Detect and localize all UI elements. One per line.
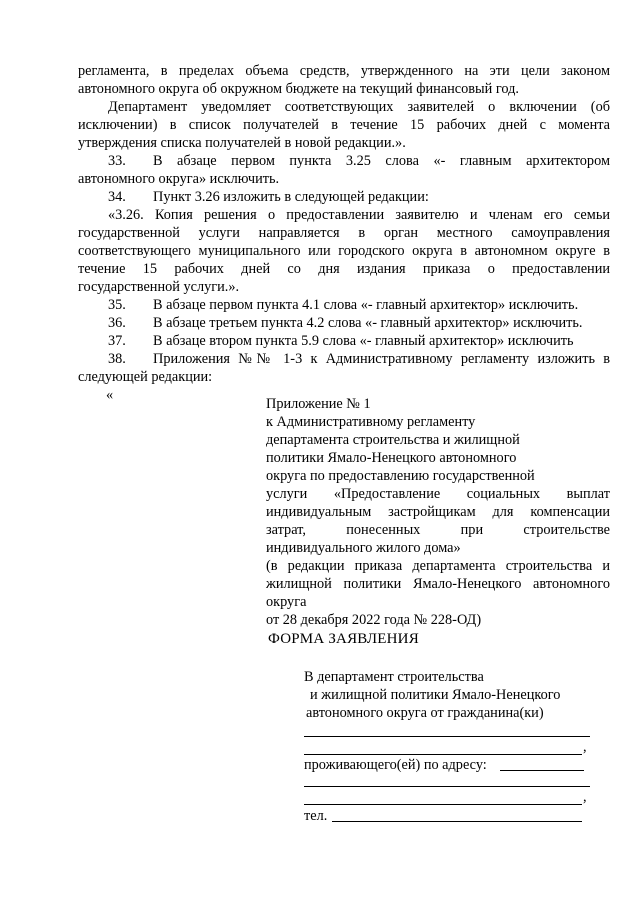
phone-field[interactable] — [332, 821, 582, 822]
item-number: 37. — [108, 333, 126, 349]
text-line: индивидуальным застройщикам для компенсации — [266, 504, 610, 520]
comma: , — [583, 739, 587, 755]
appendix-title: Приложение № 1 — [266, 396, 371, 412]
text-line: регламента, в пределах объема средств, утвержденного на эти цели законом — [78, 63, 610, 79]
address-field[interactable] — [304, 786, 590, 787]
text-line: к Административному регламенту — [266, 414, 476, 430]
item-number: 35. — [108, 297, 126, 313]
applicant-name-field[interactable] — [304, 736, 590, 737]
residing-label: проживающего(ей) по адресу: — [304, 757, 487, 773]
item-text: В абзаце первом пункта 4.1 слова «- главный архитектор» исключить. — [153, 297, 579, 313]
comma: , — [583, 789, 587, 805]
text-line: утверждения списка получателей в новой редакции.». — [78, 135, 406, 151]
text-line: Департамент уведомляет соответствующих заявителей о включении (об — [108, 99, 610, 115]
text-line: В департамент строительства — [304, 669, 484, 685]
text-line: от 28 декабря 2022 года № 228-ОД) — [266, 612, 482, 628]
applicant-name-field-2[interactable] — [304, 754, 582, 755]
address-field-2[interactable] — [304, 804, 582, 805]
text-line: округа — [266, 594, 307, 610]
text-line: исключении) в список получателей в течение 15 рабочих дней с момента — [78, 117, 610, 133]
text-line: государственной услуги.». — [78, 279, 240, 295]
text-line: и жилищной политики Ямало-Ненецкого — [310, 687, 561, 703]
text-line: «3.26. Копия решения о предоставлении заявителю и членам его семьи — [108, 207, 610, 223]
text-line: автономного округа от гражданина(ки) — [306, 705, 544, 721]
form-title: ФОРМА ЗАЯВЛЕНИЯ — [268, 631, 419, 647]
item-number: 34. — [108, 189, 126, 205]
text-line: политики Ямало-Ненецкого автономного — [266, 450, 517, 466]
text-line: индивидуального жилого дома» — [266, 540, 461, 556]
item-text: В абзаце втором пункта 5.9 слова «- главный архитектор» исключить — [153, 333, 574, 349]
item-number: 33. — [108, 153, 126, 169]
item-text: автономного округа» исключить. — [78, 171, 280, 187]
text-line: услуги «Предоставление социальных выплат — [266, 486, 610, 502]
item-number: 36. — [108, 315, 126, 331]
item-number: 38. — [108, 351, 126, 367]
text-line: государственной услуги направляется в орган местного самоуправления — [78, 225, 610, 241]
item-text: В абзаце третьем пункта 4.2 слова «- главный архитектор» исключить. — [153, 315, 583, 331]
text-line: затрат, понесенных при строительстве — [266, 522, 610, 538]
text-line: течение 15 рабочих дней со дня издания приказа о предоставлении — [78, 261, 610, 277]
item-text: Приложения №№ 1-3 к Административному регламенту изложить в — [153, 351, 610, 367]
phone-label: тел. — [304, 808, 328, 824]
opening-quote-mark: « — [106, 387, 114, 403]
text-line: департамента строительства и жилищной — [266, 432, 520, 448]
item-text: В абзаце первом пункта 3.25 слова «- главным архитектором — [153, 153, 610, 169]
text-line: соответствующего муниципального или городского округа в автономном округе в — [78, 243, 610, 259]
address-field-inline[interactable] — [500, 770, 584, 771]
text-line: округа по предоставлению государственной — [266, 468, 535, 484]
text-line: автономного округа об окружном бюджете на текущий финансовый год. — [78, 81, 519, 97]
text-line: жилищной политики Ямало-Ненецкого автономного — [266, 576, 610, 592]
text-line: (в редакции приказа департамента строительства и — [266, 558, 610, 574]
item-text: следующей редакции: — [78, 369, 213, 385]
item-text: Пункт 3.26 изложить в следующей редакции: — [153, 189, 429, 205]
